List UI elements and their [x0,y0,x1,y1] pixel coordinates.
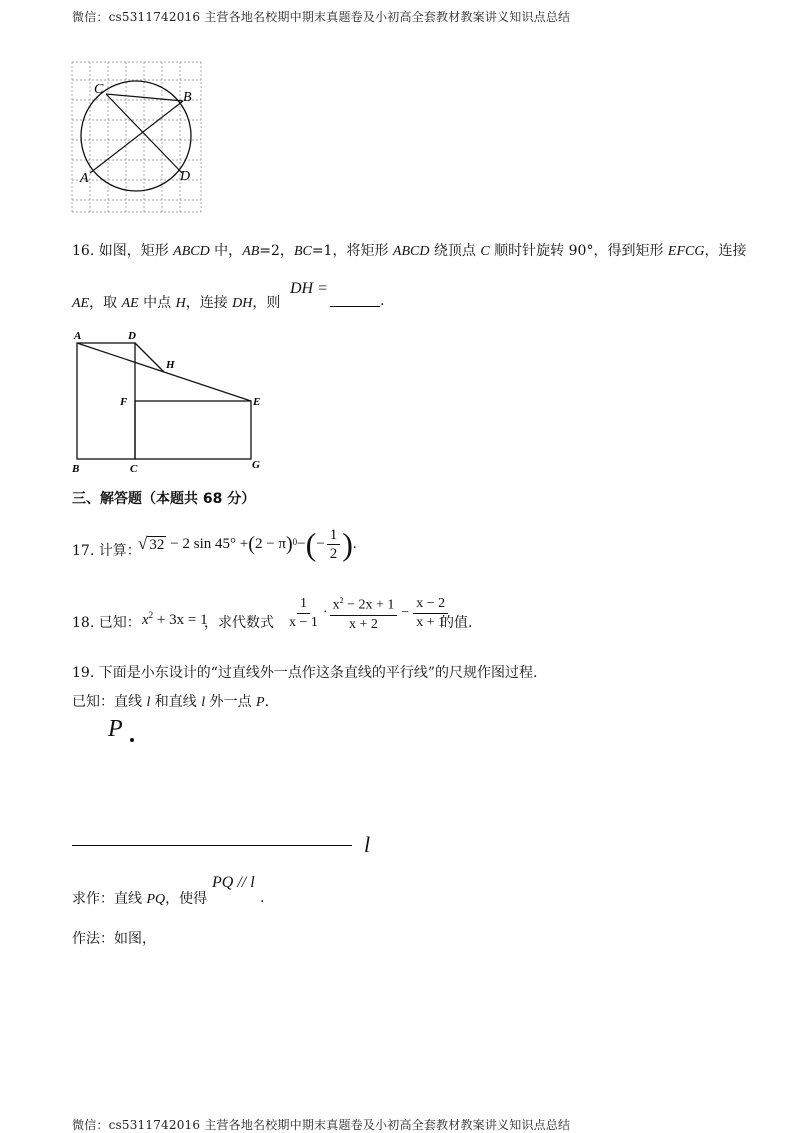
label-f: F [120,396,128,408]
q19-requirement-formula: PQ // l [212,874,255,891]
point-p-label: P [108,716,123,742]
q16-period: . [380,293,385,309]
circle [81,81,191,191]
label-b: B [183,90,192,105]
q19-requirement: 求作：直线 PQ，使得 [72,891,208,907]
rectangle-figure [70,326,270,476]
q17-formula: √ 32 − 2 sin 45° + ( 2 − π ) $^0$ − ( − $\frac{1}{2}$ ) . [138,526,357,562]
q19-requirement-end: . [260,890,265,906]
q17-prefix: 17. 计算： [72,543,141,559]
line-l-label: l [364,832,371,857]
label-c: C [94,82,104,97]
q18-condition: $x^2 + 3x = 1$ [142,610,208,628]
label-c: C [130,463,138,475]
q16-line2: AE，取 AE 中点 H，连接 DH，则 [72,295,281,311]
label-e: E [253,396,261,408]
q16-answer-blank [330,292,380,307]
q19-method: 作法：如图， [72,931,156,947]
label-d: D [180,169,191,184]
page-footer: 微信：cs5311742016 主营各地名校期中期末真题卷及小初高全套教材教案讲义知识点总结 [72,1118,571,1132]
label-a: A [80,171,89,186]
q16-line1: 16. 如图，矩形 ABCD 中，AB=2，BC=1，将矩形 ABCD 绕顶点 C 顺时针旋转 90°，得到矩形 EFCG，连接 [72,243,747,259]
q18-mid: ，求代数式 [204,615,274,631]
q19-line1: 19. 下面是小东设计的“过直线外一点作这条直线的平行线”的尺规作图过程. [72,665,538,681]
segment-ab [90,101,183,173]
circle-figure [70,60,206,216]
section-3-title: 三、解答题（本题共 68 分） [72,491,256,507]
label-g: G [252,459,260,471]
q18-prefix: 18. 已知： [72,615,141,631]
label-h: H [166,359,175,371]
segment-cd [106,94,182,173]
q18-expression: $\frac{1}{x - 1}$ · $\frac{x^2 - 2x + 1}{x + 2}$ − $\frac{x - 2}{x + 1}$ [284,591,450,635]
label-b: B [72,463,80,475]
rectangle-efcg [135,401,251,459]
q19-known: 已知：直线 l 和直线 l 外一点 P. [72,694,270,710]
label-d: D [128,330,136,342]
q16-formula: DH = [290,280,328,297]
page-header: 微信：cs5311742016 主营各地名校期中期末真题卷及小初高全套教材教案讲义知识点总结 [72,10,571,24]
label-a: A [74,330,82,342]
point-p [130,738,134,742]
line-l [72,845,352,846]
q18-suffix: 的值. [440,615,473,631]
